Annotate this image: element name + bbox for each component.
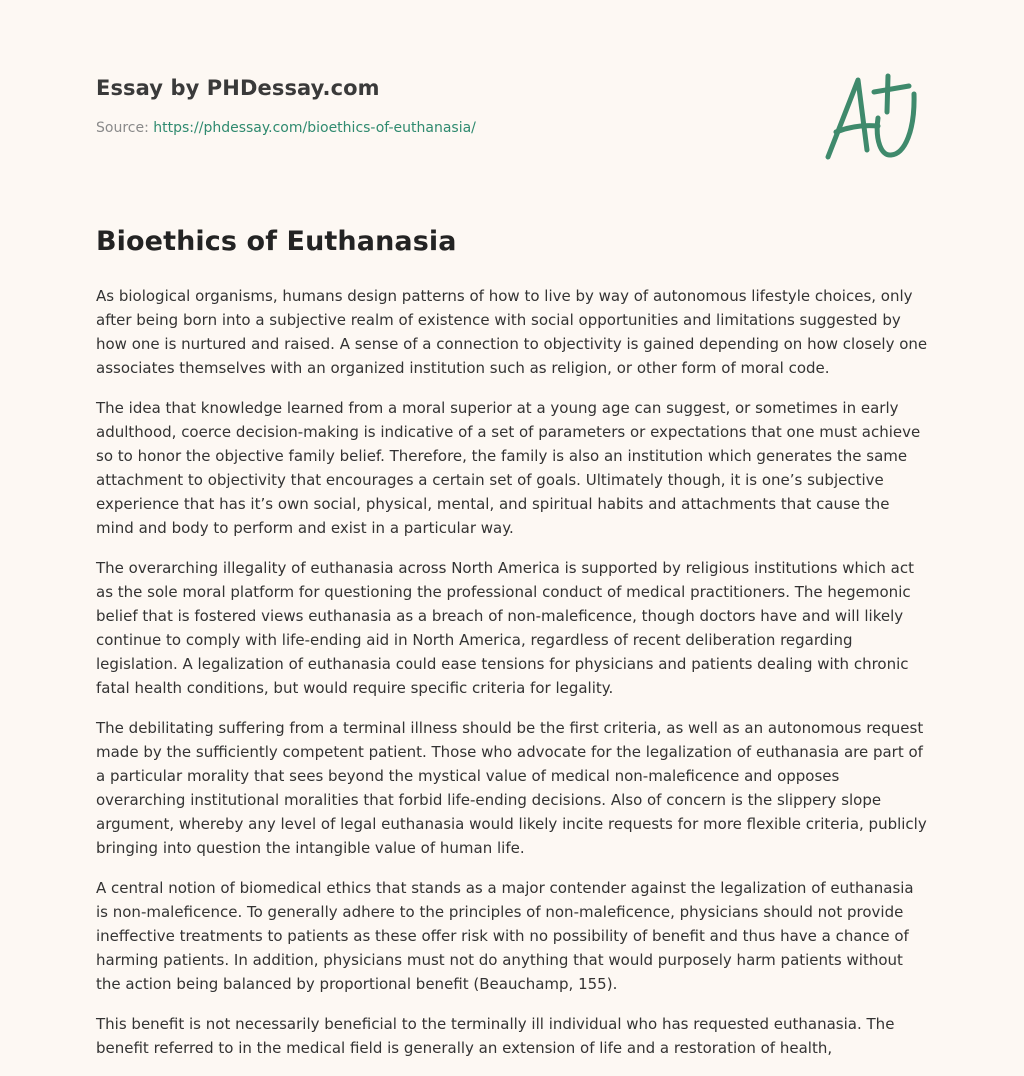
source-line: [96, 120, 796, 136]
source-link[interactable]: https://phdessay.com/bioethics-of-euthanasia/: [153, 120, 476, 136]
essay-paragraph: As biological organisms, humans design patterns of how to live by way of autonomous lifestyle choices, only after being born into a subjective realm of existence with social opportunities and limitations suggested by how one is nurtured and raised. A sense of a connection to objectivity is gained depending on how closely one associates themselves with an organized institution such as religion, or other form of moral code.: [96, 287, 928, 377]
site-brand: Essay by PHDessay.com: [96, 76, 380, 100]
essay-paragraph: A central notion of biomedical ethics that stands as a major contender against the legalization of euthanasia is non-maleficence. To generally adhere to the principles of non-maleficence, physicians should not provide ineffective treatments to patients as these offer risk with no possibility of benefit and thus have a chance of harming patients. In addition, physicians must not do anything that would purposely harm patients without the action being balanced by proportional benefit (Beauchamp, 155).: [96, 879, 914, 993]
essay-title: Bioethics of Euthanasia: [96, 226, 457, 257]
essay-paragraph: The overarching illegality of euthanasia across North America is supported by religious institutions which act as the sole moral platform for questioning the professional conduct of medical practitioners. The hegemonic belief that is fostered views euthanasia as a breach of non-maleficence, though doctors have and will likely continue to comply with life-ending aid in North America, regardless of recent deliberation regarding legislation. A legalization of euthanasia could ease tensions for physicians and patients dealing with chronic fatal health conditions, but would require specific criteria for legality.: [96, 559, 914, 697]
essay-body: [96, 284, 930, 1076]
essay-paragraph: The idea that knowledge learned from a moral superior at a young age can suggest, or sometimes in early adulthood, coerce decision-making is indicative of a set of parameters or expectations that one must achieve so to honor the objective family belief. Therefore, the family is also an institution which generates the same attachment to objectivity that encourages a certain set of goals. Ultimately though, it is one’s subjective experience that has it’s own social, physical, mental, and spiritual habits and attachments that cause the mind and body to perform and exist in a particular way.: [96, 399, 921, 537]
page-header: [96, 76, 796, 136]
a-plus-grade-icon: [818, 66, 930, 166]
essay-paragraph: This benefit is not necessarily beneficial to the terminally ill individual who has requested euthanasia. The benefit referred to in the medical field is generally an extension of life and a restoration of health,: [96, 1015, 895, 1057]
source-label: Source:: [96, 120, 149, 136]
essay-paragraph: The debilitating suffering from a terminal illness should be the first criteria, as well as an autonomous request made by the sufficiently competent patient. Those who advocate for the legalization of euthanasia are part of a particular morality that sees beyond the mystical value of medical non-maleficence and opposes overarching institutional moralities that forbid life-ending decisions. Also of concern is the slippery slope argument, whereby any level of legal euthanasia would likely incite requests for more flexible criteria, publicly bringing into question the intangible value of human life.: [96, 719, 927, 857]
